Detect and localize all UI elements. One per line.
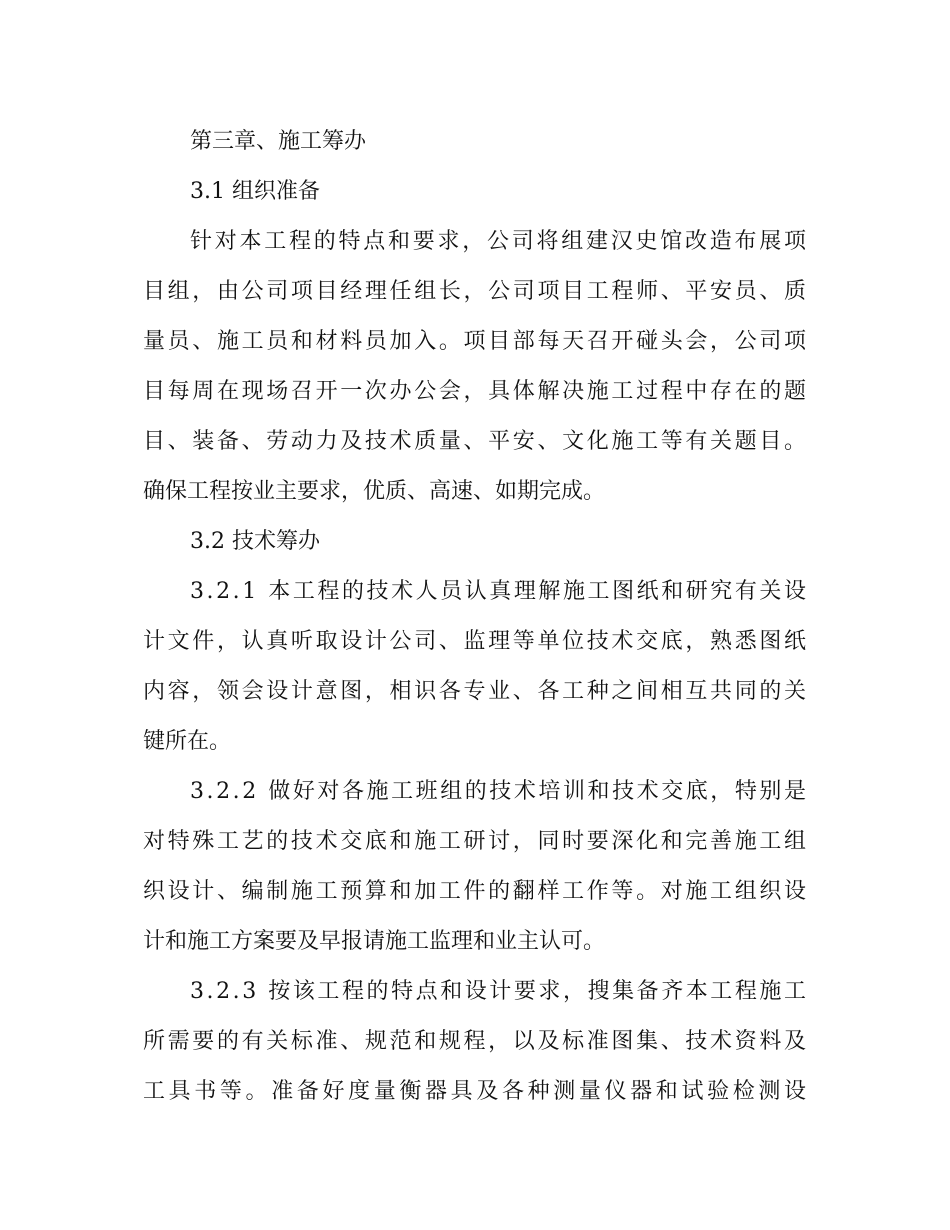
section-heading-3-2: 3.2 技术筹办	[190, 529, 320, 554]
paragraph-line: 所需要的有关标准、规范和规程，以及标准图集、技术资料及	[143, 1029, 809, 1054]
paragraph-line: 对特殊工艺的技术交底和施工研讨，同时要深化和完善施工组	[143, 829, 809, 854]
paragraph-line: 键所在。	[143, 729, 232, 754]
paragraph-line: 计文件，认真听取设计公司、监理等单位技术交底，熟悉图纸	[143, 629, 809, 654]
chapter-heading: 第三章、施工筹办	[190, 129, 367, 154]
paragraph-line: 目每周在现场召开一次办公会，具体解决施工过程中存在的题	[143, 379, 809, 404]
paragraph-line: 目组，由公司项目经理任组长，公司项目工程师、平安员、质	[143, 279, 809, 304]
paragraph-line: 织设计、编制施工预算和加工件的翻样工作等。对施工组织设	[143, 879, 809, 904]
paragraph-line: 确保工程按业主要求，优质、高速、如期完成。	[143, 479, 606, 504]
paragraph-line: 目、装备、劳动力及技术质量、平安、文化施工等有关题目。	[143, 429, 809, 454]
paragraph-line: 3.2.1 本工程的技术人员认真理解施工图纸和研究有关设	[190, 579, 809, 604]
paragraph-line: 3.2.3 按该工程的特点和设计要求，搜集备齐本工程施工	[190, 979, 809, 1004]
section-heading-3-1: 3.1 组织准备	[190, 179, 320, 204]
paragraph-line: 量员、施工员和材料员加入。项目部每天召开碰头会，公司项	[143, 329, 809, 354]
paragraph-line: 针对本工程的特点和要求，公司将组建汉史馆改造布展项	[190, 229, 809, 254]
paragraph-line: 3.2.2 做好对各施工班组的技术培训和技术交底，特别是	[190, 779, 809, 804]
paragraph-line: 内容，领会设计意图，相识各专业、各工种之间相互共同的关	[143, 679, 809, 704]
paragraph-line: 工具书等。准备好度量衡器具及各种测量仪器和试验检测设	[143, 1079, 810, 1104]
paragraph-line: 计和施工方案要及早报请施工监理和业主认可。	[143, 929, 606, 954]
